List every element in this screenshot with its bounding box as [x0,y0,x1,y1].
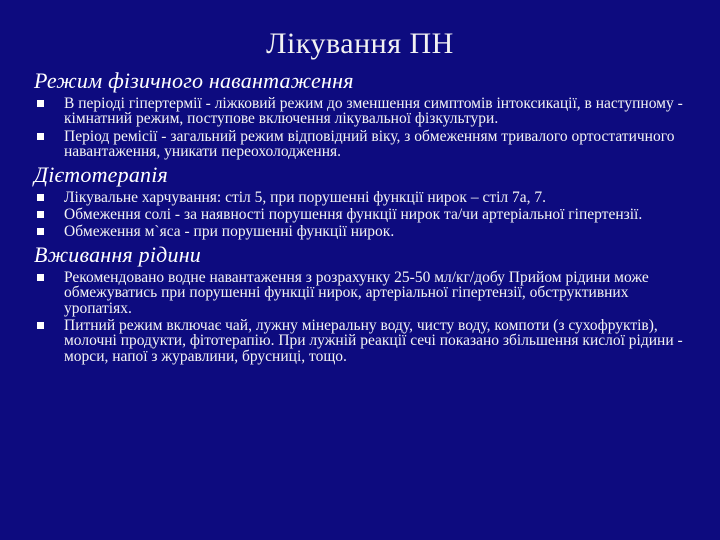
square-bullet-icon [37,133,44,140]
section-diet-therapy [34,162,696,240]
section-heading: Дієтотерапія [34,161,168,187]
list-item [34,318,696,364]
list-item-text: Період ремісії - загальний режим відповідний віку, з обмеженням тривалого ортостатичного навантаження, уникати переохолодження. [64,127,675,161]
slide-title: Лікування ПН [266,27,454,60]
square-bullet-icon [37,100,44,107]
square-bullet-icon [37,228,44,235]
list-item-text: Обмеження солі - за наявності порушення функції нирок та/чи артеріальної гіпертензії. [64,206,643,224]
list-item [34,96,696,127]
list-item-text: Обмеження м`яса - при порушенні функції нирок. [64,223,395,241]
bullet-list [34,270,696,364]
list-item [34,190,696,205]
section-heading: Вживання рідини [34,241,202,267]
square-bullet-icon [37,274,44,281]
list-item [34,270,696,316]
list-item [34,129,696,160]
list-item-text: Лікувальне харчування: стіл 5, при порушенні функції нирок – стіл 7а, 7. [64,188,547,206]
list-item-text: Питний режим включає чай, лужну мінеральну воду, чисту воду, компоти (з сухофруктів), молочні продукти, фітотерапію. При лужній реакції сечі показано збільшення кислої рідини - морси, напої з журавлини, брусниці, тощо. [64,317,683,365]
list-item [34,224,696,239]
square-bullet-icon [37,194,44,201]
section-fluid-intake [34,242,696,364]
bullet-list [34,96,696,160]
list-item [34,207,696,222]
section-heading: Режим фізичного навантаження [34,68,354,93]
bullet-list [34,190,696,240]
list-item-text: В періоді гіпертермії - ліжковий режим до зменшення симптомів інтоксикації, в наступному - кімнатний режим, поступове включення лікувальної фізкультури. [64,95,683,128]
square-bullet-icon [37,322,44,329]
list-item-text: Рекомендовано водне навантаження з розрахунку 25-50 мл/кг/добу Прийом рідини може обмежуватись при порушенні функції нирок, артеріальної гіпертензії, обструктивних уропатіях. [64,268,649,317]
section-physical-activity [34,68,696,160]
square-bullet-icon [37,211,44,218]
slide-content [34,68,696,366]
